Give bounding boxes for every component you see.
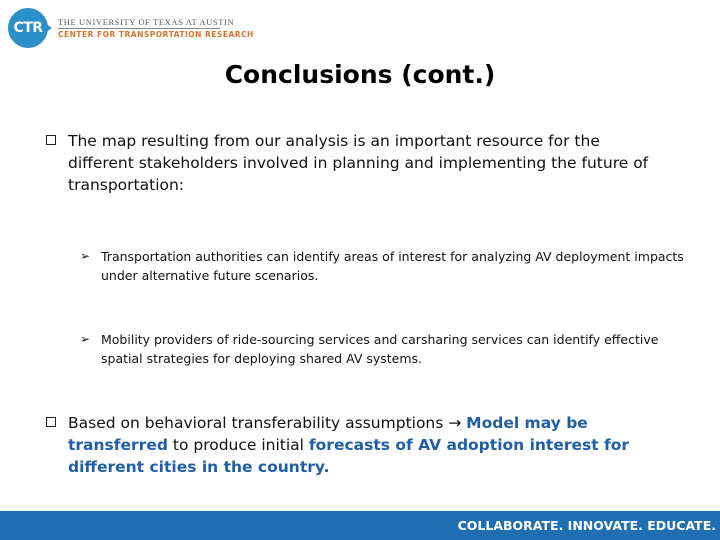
slide-title: Conclusions (cont.): [224, 60, 496, 89]
forecasts-highlight: forecasts of AV adoption interest for different cities in the country.: [68, 436, 630, 476]
ctr-logo-icon: [8, 8, 48, 48]
checkbox-bullet-icon: [46, 135, 56, 145]
arrow-bullet-icon: ➢: [80, 249, 91, 263]
footer-bar: [0, 511, 720, 540]
bullet-second-text: [68, 412, 666, 478]
bullet-second-part3: to produce initial: [167, 436, 309, 454]
bullet-first: [46, 130, 666, 196]
sub-bullet-mobility-text: Mobility providers of ride-sourcing services and carsharing services can identify effective spatial strategies for deploying shared AV systems.: [101, 332, 659, 366]
sub-bullet-authorities-text: Transportation authorities can identify areas of interest for analyzing AV deployment impacts under alternative future scenarios.: [101, 249, 684, 283]
sub-bullet-mobility-providers: [80, 330, 690, 368]
footer-tagline: COLLABORATE. INNOVATE. EDUCATE.: [457, 518, 716, 533]
sub-bullet-authorities: [80, 247, 690, 285]
arrow-bullet-icon: ➢: [80, 332, 91, 346]
bullet-first-text: The map resulting from our analysis is an important resource for the different stakeholders involved in planning and implementing the future of transportation:: [68, 132, 649, 194]
university-name: THE UNIVERSITY OF TEXAS AT AUSTIN: [58, 16, 235, 27]
ctr-logo: [8, 8, 254, 48]
bullet-second: [46, 412, 666, 478]
bullet-second-part1: Based on behavioral transferability assumptions →: [68, 414, 467, 432]
logo-arrow-icon: [45, 23, 52, 33]
logo-divider: [58, 28, 220, 29]
logo-text: [58, 17, 254, 40]
model-transferred-highlight: Model may be transferred: [68, 414, 588, 454]
center-name: CENTER FOR TRANSPORTATION RESEARCH: [58, 29, 254, 39]
logo-letters: CTR: [13, 20, 43, 36]
checkbox-bullet-icon: [46, 417, 56, 427]
